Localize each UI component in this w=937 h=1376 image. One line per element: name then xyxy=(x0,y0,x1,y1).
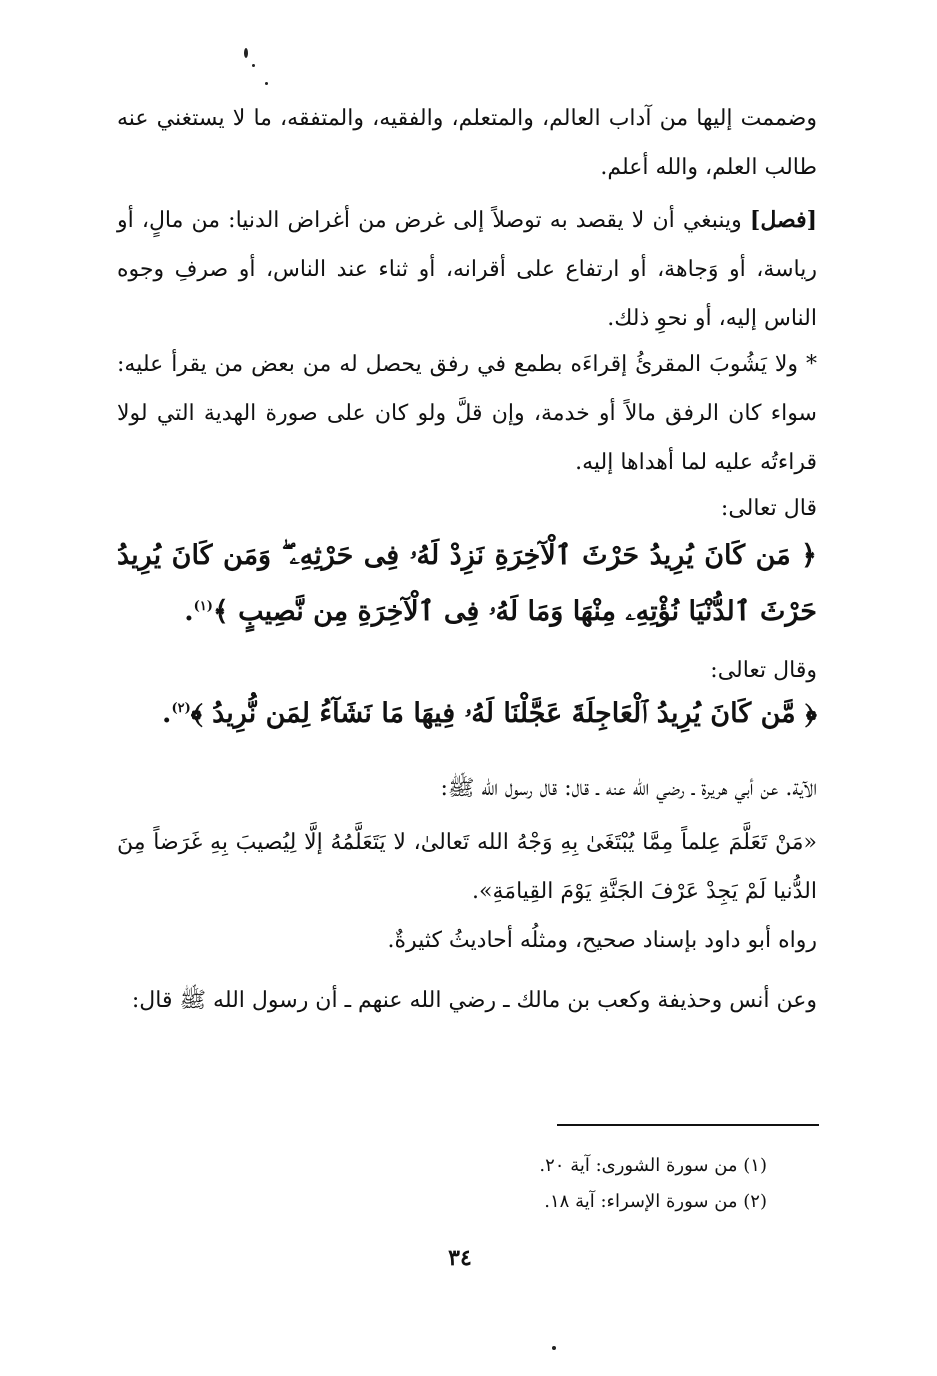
verse-1-end: . xyxy=(184,596,194,627)
quran-verse-2-block xyxy=(117,686,817,742)
ink-speck xyxy=(244,48,248,58)
verse-2-text: ﴿ مَّن كَانَ يُرِيدُ ٱلْعَاجِلَةَ عَجَّلْنَا لَهُۥ فِيهَا مَا نَشَآءُ لِمَن نُّرِيدُ ﴾ xyxy=(190,698,817,729)
quran-verse-1 xyxy=(117,528,817,640)
paragraph-fasl-body: وينبغي أن لا يقصد به توصلاً إلى غرض من أغراض الدنيا: من مالٍ، أو رياسة، أو وَجاهة، أو ارتفاع على أقرانه، أو ثناء عند الناس، أو صرفِ وجوه الناس إليه، أو نحوِ ذلك. xyxy=(117,208,817,331)
intro-paragraph-block xyxy=(117,94,817,192)
hadith-source-block xyxy=(117,916,817,965)
hadith-intro: الآية. عن أبي هريرة ـ رضي الله عنه ـ قال: قال رسول الله ﷺ: xyxy=(440,776,817,801)
hadith-source: رواه أبو داود بإسناد صحيح، ومثلُه أحاديثُ كثيرةٌ. xyxy=(387,928,817,953)
fasl-paragraph-block xyxy=(117,196,817,343)
verse-intro-2: وقال تعالى: xyxy=(710,658,817,683)
quran-verse-1-block xyxy=(117,528,817,640)
ink-speck xyxy=(552,1346,556,1350)
paragraph-fasl xyxy=(117,196,817,343)
paragraph-reader: * ولا يَشُوبَ المقرئُ إقراءَه بطمع في رفق يحصل له من بعض من يقرأ عليه: سواء كان الرفق مالاً أو خدمة، وإن قلَّ ولو كان على صورة الهدية التي لولا قراءتُه عليه لما أهداها إليه. xyxy=(117,352,817,475)
verse-intro-block xyxy=(117,484,817,533)
quran-verse-2 xyxy=(117,686,817,742)
section-heading-fasl: [فصل] xyxy=(749,207,817,233)
ink-speck xyxy=(265,82,268,85)
footnote-1: (١) من سورة الشورى: آية ٢٠. xyxy=(539,1155,767,1176)
footnotes xyxy=(267,1148,767,1220)
verse-intro-1: قال تعالى: xyxy=(720,496,817,521)
footnote-ref-2: (٢) xyxy=(171,701,191,716)
paragraph-intro: وضممت إليها من آداب العالم، والمتعلم، والفقيه، والمتفقه، ما لا يستغني عنه طالب العلم، والله أعلم. xyxy=(117,106,817,180)
hadith-text: «مَنْ تَعَلَّمَ عِلماً مِمَّا يُبْتَغَىٰ بِهِ وَجْهُ الله تَعالىٰ، لا يَتَعَلَّمُهُ إلَّا لِيُصيبَ بِهِ غَرَضاً مِنَ الدُّنيا لَمْ يَجِدْ عَرْفَ الجَنَّةِ يَوْمَ القِيامَةِ». xyxy=(117,830,817,904)
footnote-ref-1: (١) xyxy=(193,599,213,614)
page-number: ٣٤ xyxy=(448,1245,472,1271)
verse-2-end: . xyxy=(162,698,172,729)
closing-paragraph-block xyxy=(117,976,817,1025)
verse-1-text: ﴿ مَن كَانَ يُرِيدُ حَرْثَ ٱلْآخِرَةِ نَزِدْ لَهُۥ فِى حَرْثِهِۦ ۖ وَمَن كَانَ يُرِيدُ حَرْثَ ٱلدُّنْيَا نُؤْتِهِۦ مِنْهَا وَمَا لَهُۥ فِى ٱلْآخِرَةِ مِن نَّصِيبٍ ﴾ xyxy=(117,540,817,627)
closing-paragraph: وعن أنس وحذيفة وكعب بن مالك ـ رضي الله عنهم ـ أن رسول الله ﷺ قال: xyxy=(131,988,817,1013)
footnote-divider xyxy=(557,1124,819,1126)
ink-speck xyxy=(252,64,255,67)
hadith-intro-block xyxy=(117,764,817,813)
reader-paragraph-block xyxy=(117,340,817,487)
footnote-2: (٢) من سورة الإسراء: آية ١٨. xyxy=(544,1191,767,1212)
hadith-text-block xyxy=(117,818,817,916)
